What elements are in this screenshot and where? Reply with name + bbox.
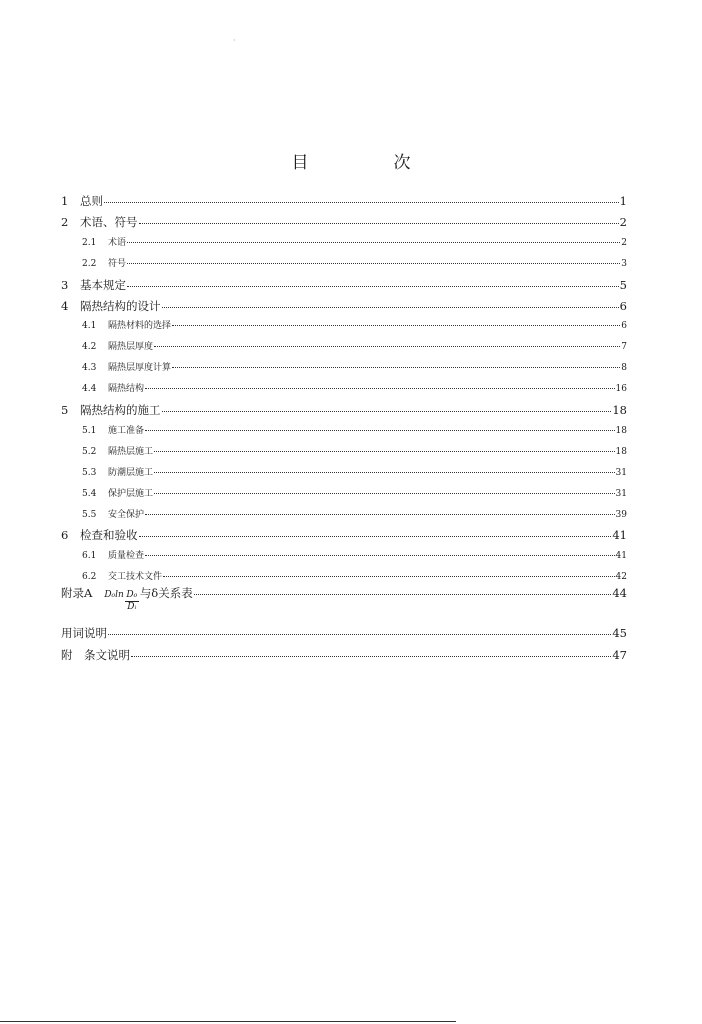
scan-speck: ·: [233, 36, 236, 45]
page-number: 42: [615, 572, 627, 583]
entry-title: 附 条文说明: [61, 648, 130, 662]
page-number: 2: [619, 214, 627, 229]
page-number: 31: [615, 467, 627, 478]
entry-title: 术语: [108, 237, 127, 248]
entry-title: 检查和验收: [80, 528, 138, 543]
entry-number: 1: [61, 194, 69, 208]
toc-entry[interactable]: [82, 339, 627, 352]
toc-entry[interactable]: [61, 214, 627, 230]
entry-title: 交工技术文件: [108, 572, 163, 583]
dot-leader: [127, 286, 619, 287]
entry-number: 5.3: [82, 467, 97, 478]
entry-number: 2.1: [82, 237, 97, 248]
entry-title: 总则: [80, 194, 103, 208]
page-number: 31: [615, 488, 627, 499]
page-number: 7: [621, 342, 627, 353]
entry-title: 隔热结构的设计: [80, 298, 161, 313]
page-number: 1: [619, 194, 627, 208]
entry-title: 术语、符号: [80, 214, 138, 229]
toc-entry[interactable]: [82, 235, 627, 248]
dot-leader: [154, 472, 615, 473]
toc-entry[interactable]: [61, 193, 627, 209]
toc-entry[interactable]: [82, 423, 627, 436]
entry-title: 隔热层厚度: [108, 342, 154, 353]
entry-number: 5.5: [82, 509, 97, 520]
entry-number: 5.4: [82, 488, 97, 499]
toc-entry[interactable]: [82, 318, 627, 331]
toc-entry[interactable]: [82, 465, 627, 478]
page-number: 2: [621, 237, 627, 248]
dot-leader: [145, 388, 615, 389]
dot-leader: [139, 536, 612, 537]
toc-entry[interactable]: [82, 486, 627, 499]
dot-leader: [172, 325, 620, 326]
toc-entry-terms-explanation[interactable]: [61, 625, 627, 641]
entry-number: 6.2: [82, 572, 97, 583]
dot-leader: [163, 576, 615, 577]
entry-title: 安全保护: [108, 509, 145, 520]
entry-title: 隔热结构: [108, 384, 145, 395]
page-number: 8: [621, 363, 627, 374]
toc-entry-appendix-a[interactable]: [61, 585, 627, 613]
page-number: 39: [615, 509, 627, 520]
entry-title: 隔热结构的施工: [80, 403, 161, 417]
toc-entry[interactable]: [82, 381, 627, 394]
dot-leader: [131, 656, 611, 657]
entry-number: 4.3: [82, 363, 97, 374]
page-number: 41: [612, 528, 627, 543]
page-number: 18: [612, 403, 627, 417]
appendix-fraction: [125, 590, 139, 613]
page-number: 41: [615, 551, 627, 562]
entry-title: 防潮层施工: [108, 467, 154, 478]
entry-title: 用词说明: [61, 626, 107, 640]
toc-entry[interactable]: [82, 256, 627, 269]
dot-leader: [139, 223, 619, 224]
entry-title: 符号: [108, 258, 127, 269]
dot-leader: [127, 242, 620, 243]
entry-number: 6.1: [82, 551, 97, 562]
dot-leader: [154, 451, 615, 452]
dot-leader: [145, 514, 615, 515]
entry-title: 施工准备: [108, 425, 145, 436]
toc-entry[interactable]: [82, 507, 627, 520]
appendix-suffix: 与δ关系表: [139, 586, 193, 600]
dot-leader: [172, 367, 620, 368]
entry-number: 3: [61, 277, 69, 292]
toc-entry[interactable]: [82, 569, 627, 582]
page-title: 目 次: [291, 153, 445, 173]
entry-title: 质量检查: [108, 551, 145, 562]
dot-leader: [154, 493, 615, 494]
entry-title: 基本规定: [80, 277, 126, 292]
entry-number: 4.4: [82, 384, 97, 395]
entry-title: 保护层施工: [108, 488, 154, 499]
entry-number: 4.1: [82, 321, 97, 332]
toc-entry[interactable]: [61, 277, 627, 293]
entry-number: 5.1: [82, 425, 97, 436]
entry-number: 6: [61, 528, 69, 543]
toc-entry-clause-explanation[interactable]: [61, 647, 627, 663]
fraction-denominator: Dᵢ: [127, 602, 137, 612]
entry-number: 4.2: [82, 342, 97, 353]
toc-entry[interactable]: [82, 548, 627, 561]
dot-leader: [154, 346, 620, 347]
scan-edge-line: [0, 1021, 456, 1022]
toc-entry[interactable]: [82, 444, 627, 457]
entry-number: 4: [61, 298, 69, 313]
entry-number: 5.2: [82, 446, 97, 457]
dot-leader: [162, 307, 619, 308]
page-number: 5: [619, 277, 627, 292]
dot-leader: [145, 555, 615, 556]
dot-leader: [127, 263, 620, 264]
page-number: 44: [612, 586, 627, 600]
dot-leader: [145, 430, 615, 431]
dot-leader: [194, 594, 612, 595]
entry-title: 隔热层厚度计算: [108, 363, 172, 374]
page-number: 47: [612, 648, 627, 662]
dot-leader: [108, 634, 611, 635]
appendix-formula-prefix: D₀ln: [104, 590, 124, 600]
entry-number: 2: [61, 214, 69, 229]
appendix-label: 附录A: [61, 586, 93, 600]
toc-entry[interactable]: [61, 298, 627, 314]
page-number: 6: [619, 298, 627, 313]
entry-title: 隔热材料的选择: [108, 321, 172, 332]
toc-entry[interactable]: [82, 360, 627, 373]
page-number: 18: [615, 446, 627, 457]
entry-number: 2.2: [82, 258, 97, 269]
page-number: 3: [621, 258, 627, 269]
entry-number: 5: [61, 403, 69, 417]
dot-leader: [162, 411, 612, 412]
page-number: 6: [621, 321, 627, 332]
toc-entry[interactable]: [61, 527, 627, 543]
page-number: 16: [615, 384, 627, 395]
dot-leader: [104, 202, 619, 203]
toc-entry[interactable]: [61, 402, 627, 418]
fraction-numerator: D₀: [126, 590, 138, 600]
page-number: 45: [612, 626, 627, 640]
entry-title: 隔热层施工: [108, 446, 154, 457]
page-number: 18: [615, 425, 627, 436]
